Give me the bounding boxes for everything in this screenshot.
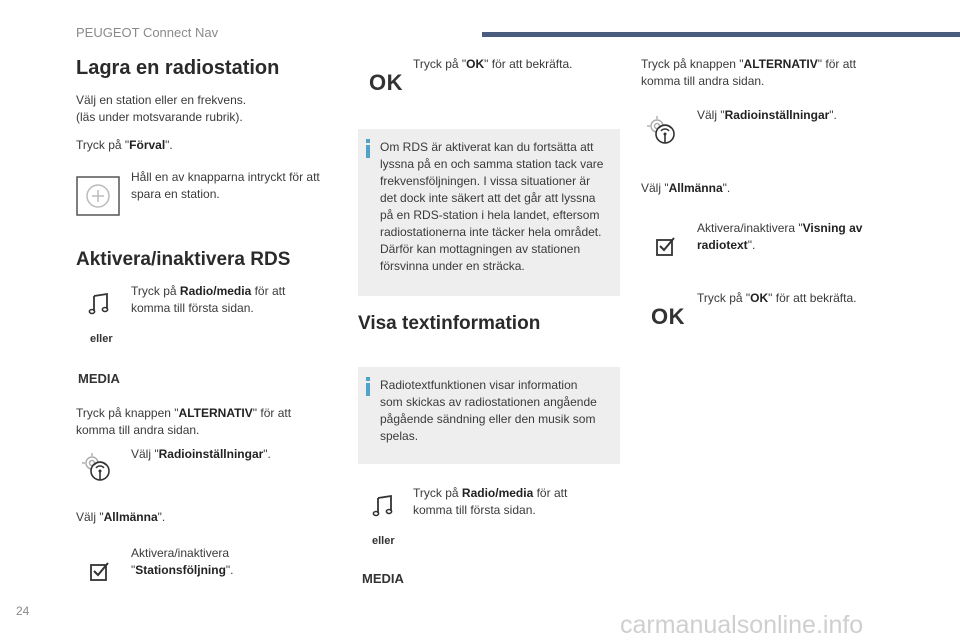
toggle-radiotext-text: Aktivera/inaktivera "Visning av radiotext". <box>697 221 863 252</box>
confirm-ok-text-2: Tryck på "OK" för att bekräfta. <box>697 291 857 305</box>
page-number: 24 <box>16 604 30 618</box>
info-icon <box>366 139 370 158</box>
rds-info-note: Om RDS är aktiverat kan du fortsätta att lyssna på en och samma station tack vare frekvensföljningen. I vissa situationer är det dock inte säkert att det går att lyssna på en RDS-station i hela landet, eftersom radiostationerna inte täcker hela området. Därför kan mottagningen av stationen försvinna under en sträcka. <box>358 129 620 296</box>
settings-gear-icon <box>80 451 114 485</box>
info-icon <box>366 377 370 396</box>
plus-icon <box>76 176 120 216</box>
heading-store-station: Lagra en radiostation <box>76 57 280 79</box>
checkbox-icon <box>656 236 676 256</box>
music-note-icon <box>87 292 111 316</box>
ok-label: OK <box>651 304 685 329</box>
hold-button-text: Håll en av knapparna intryckt för att spara en station. <box>131 170 320 201</box>
settings-gear-icon <box>645 114 679 148</box>
select-general-text-2: Välj "Allmänna". <box>641 181 731 195</box>
ok-label: OK <box>369 70 403 95</box>
toggle-station-follow-text: Aktivera/inaktivera "Stationsföljning". <box>131 546 234 577</box>
select-general-text: Välj "Allmänna". <box>76 510 166 524</box>
media-button-label: MEDIA <box>362 571 404 586</box>
header-accent-bar <box>482 32 960 37</box>
or-label: eller <box>372 535 395 547</box>
select-radio-settings-text: Välj "Radioinställningar". <box>131 447 271 461</box>
options-button-text: Tryck på knappen "ALTERNATIV" för att komma till andra sidan. <box>76 406 292 437</box>
confirm-ok-text: Tryck på "OK" för att bekräfta. <box>413 57 573 71</box>
radiotext-info-note: Radiotextfunktionen visar information som skickas av radiostationen angående pågående sändning eller den musik som spelas. <box>358 367 620 464</box>
or-label: eller <box>90 333 113 345</box>
intro-text: Välj en station eller en frekvens. (läs under motsvarande rubrik). <box>76 93 247 124</box>
running-header: PEUGEOT Connect Nav <box>76 25 219 40</box>
select-radio-settings-text-2: Välj "Radioinställningar". <box>697 108 837 122</box>
radio-media-text-2: Tryck på Radio/media för att komma till första sidan. <box>413 486 568 517</box>
checkbox-icon <box>90 561 110 581</box>
heading-text-info: Visa textinformation <box>358 313 541 334</box>
radio-media-text: Tryck på Radio/media för att komma till första sidan. <box>131 284 286 315</box>
heading-toggle-rds: Aktivera/inaktivera RDS <box>76 249 291 270</box>
watermark: carmanualsonline.info <box>620 611 864 639</box>
music-note-icon <box>371 494 395 518</box>
press-preset-text: Tryck på "Förval". <box>76 138 173 152</box>
options-button-text-2: Tryck på knappen "ALTERNATIV" för att komma till andra sidan. <box>641 57 857 88</box>
media-button-label: MEDIA <box>78 371 120 386</box>
